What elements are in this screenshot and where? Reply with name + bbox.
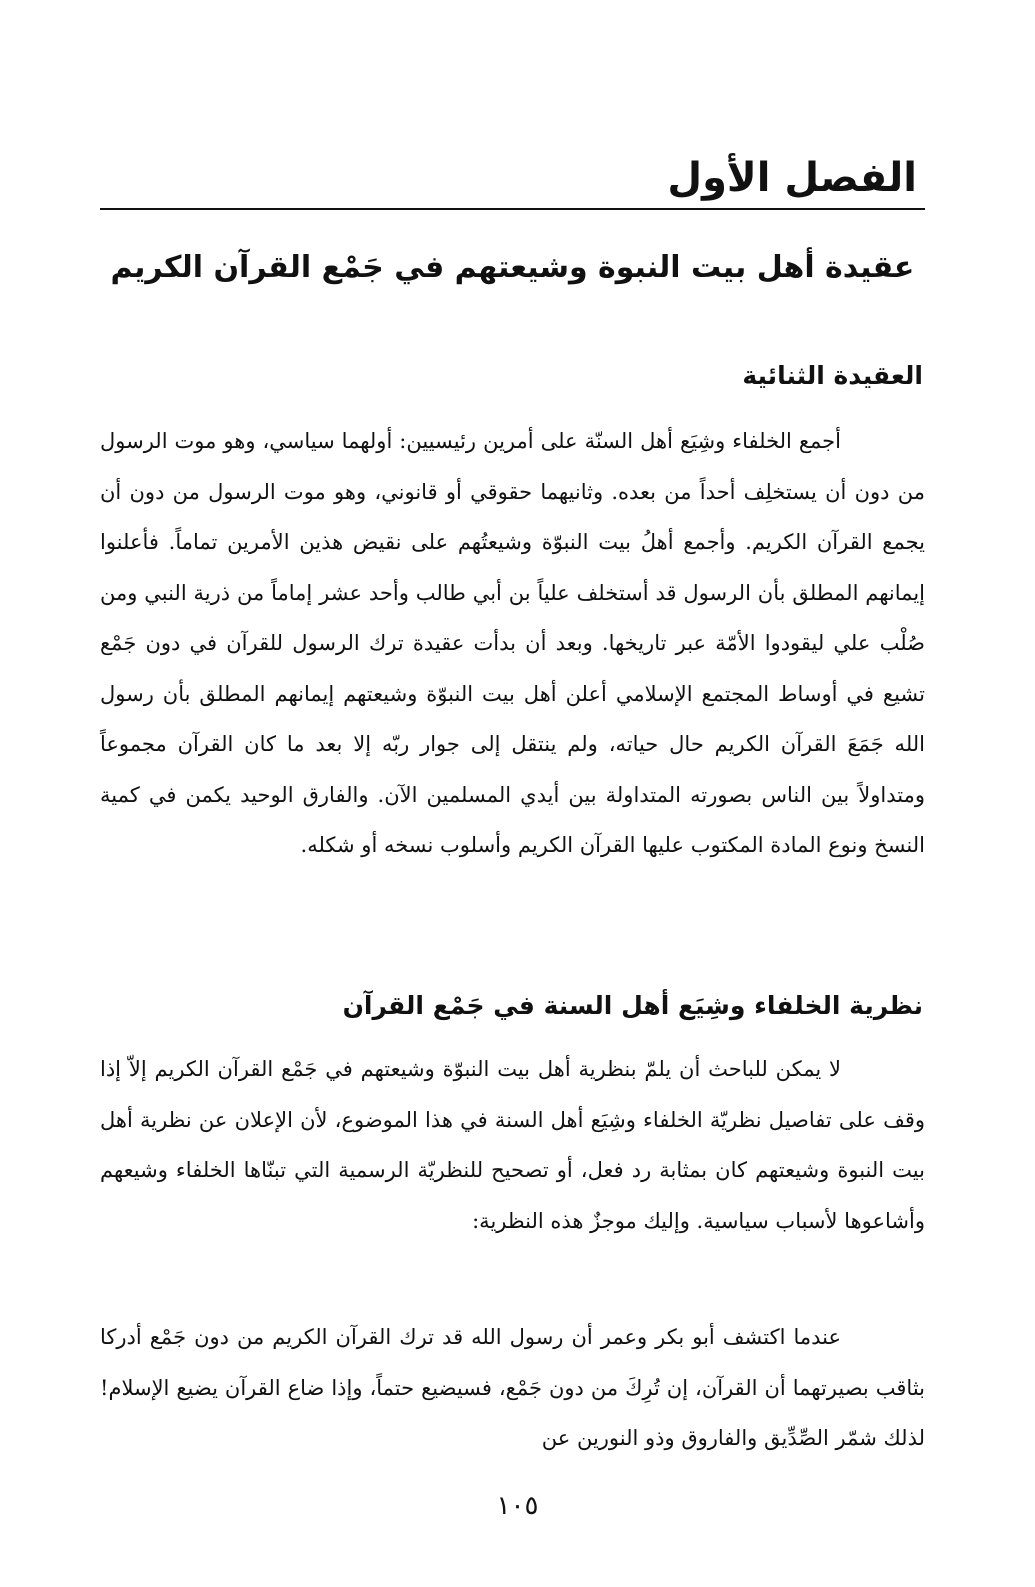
paragraph-dual-doctrine: أجمع الخلفاء وشِيَع أهل السنّة على أمرين رئيسيين: أولهما سياسي، وهو موت الرسول من دون أن يستخلِف أحداً من بعده. وثانيهما حقوقي أو قانوني، وهو موت الرسول من دون أن يجمع القرآن الكريم. وأجمع أهلُ بيت النبوّة وشيعتُهم على نقيض هذين الأمرين تماماً. فأعلنوا إيمانهم المطلق بأن الرسول قد أستخلف علياً بن أبي طالب وأحد عشر إماماً من ذرية النبي ومن صُلْب علي ليقودوا الأمّة عبر تاريخها. وبعد أن بدأت عقيدة ترك الرسول للقرآن في دون جَمْع تشيع في أوساط المجتمع الإسلامي أعلن أهل بيت النبوّة وشيعتهم إيمانهم المطلق بأن رسول الله جَمَعَ القرآن الكريم حال حياته، ولم ينتقل إلى جوار ربّه إلا بعد ما كان القرآن مجموعاً ومتداولاً بين الناس بصورته المتداولة بين أيدي المسلمين الآن. والفارق الوحيد يكمن في كمية النسخ ونوع المادة المكتوب عليها القرآن الكريم وأسلوب نسخه أو شكله.: [100, 429, 925, 857]
chapter-title: عقيدة أهل بيت النبوة وشيعتهم في جَمْع القرآن الكريم: [110, 250, 915, 285]
paragraph-collection-story: عندما اكتشف أبو بكر وعمر أن رسول الله قد ترك القرآن الكريم من دون جَمْع أدركا بثاقب بصيرتهما أن القرآن، إن تُرِكَ من دون جَمْع، فسيضيع حتماً، وإذا ضاع القرآن يضيع الإسلام! لذلك شمّر الصِّدِّيق والفاروق وذو النورين عن: [100, 1325, 925, 1450]
paragraph-caliphs-theory: لا يمكن للباحث أن يلمّ بنظرية أهل بيت النبوّة وشيعتهم في جَمْع القرآن الكريم إلاّ إذا وقف على تفاصيل نظريّة الخلفاء وشِيَع أهل السنة في هذا الموضوع، لأن الإعلان عن نظرية أهل بيت النبوة وشيعتهم كان بمثابة رد فعل، أو تصحيح للنظريّة الرسمية التي تبنّاها الخلفاء وشيعهم وأشاعوها لأسباب سياسية. وإليك موجزٌ هذه النظرية:: [100, 1057, 925, 1233]
header-rule: [100, 208, 925, 210]
section-heading-caliphs-theory: نظرية الخلفاء وشِيَع أهل السنة في جَمْع القرآن: [342, 991, 923, 1020]
section-heading-dual-doctrine: العقيدة الثنائية: [742, 361, 923, 390]
chapter-label: الفصل الأول: [667, 155, 917, 201]
page-number: ١٠٥: [496, 1491, 539, 1521]
